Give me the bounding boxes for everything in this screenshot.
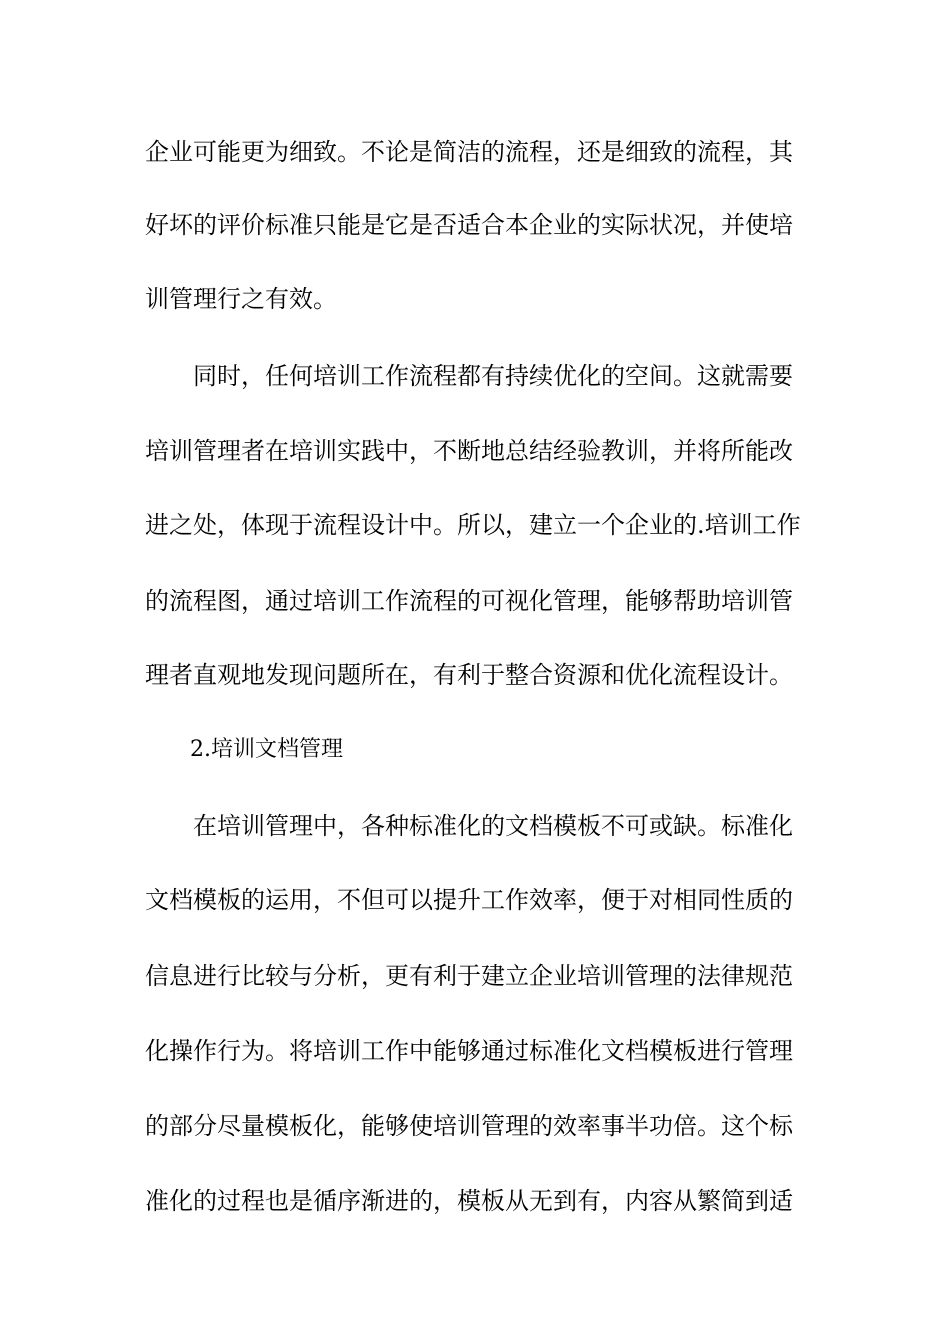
paragraph-line: 理者直观地发现问题所在，有利于整合资源和优化流程设计。 xyxy=(145,661,793,689)
paragraph-line: 化操作行为。将培训工作中能够通过标准化文档模板进行管理 xyxy=(145,1037,793,1065)
paragraph-line: 文档模板的运用，不但可以提升工作效率，便于对相同性质的 xyxy=(145,886,793,914)
paragraph-line: 进之处，体现于流程设计中。所以，建立一个企业的.培训工作 xyxy=(145,511,801,539)
paragraph-line: 培训管理者在培训实践中，不断地总结经验教训，并将所能改 xyxy=(145,437,793,465)
paragraph-line: 的流程图，通过培训工作流程的可视化管理，能够帮助培训管 xyxy=(145,587,793,615)
paragraph-line: 企业可能更为细致。不论是简洁的流程，还是细致的流程，其 xyxy=(145,138,793,166)
paragraph-line: 的部分尽量模板化，能够使培训管理的效率事半功倍。这个标 xyxy=(145,1112,793,1140)
paragraph-line: 训管理行之有效。 xyxy=(145,285,337,313)
paragraph-line: 信息进行比较与分析，更有利于建立企业培训管理的法律规范 xyxy=(145,962,793,990)
paragraph-line: 同时，任何培训工作流程都有持续优化的空间。这就需要 xyxy=(193,362,793,390)
paragraph-line: 准化的过程也是循序渐进的，模板从无到有，内容从繁简到适 xyxy=(145,1187,793,1215)
section-heading: 2.培训文档管理 xyxy=(190,737,343,762)
paragraph-line: 好坏的评价标准只能是它是否适合本企业的实际状况，并使培 xyxy=(145,211,793,239)
paragraph-line: 在培训管理中，各种标准化的文档模板不可或缺。标准化 xyxy=(193,812,793,840)
